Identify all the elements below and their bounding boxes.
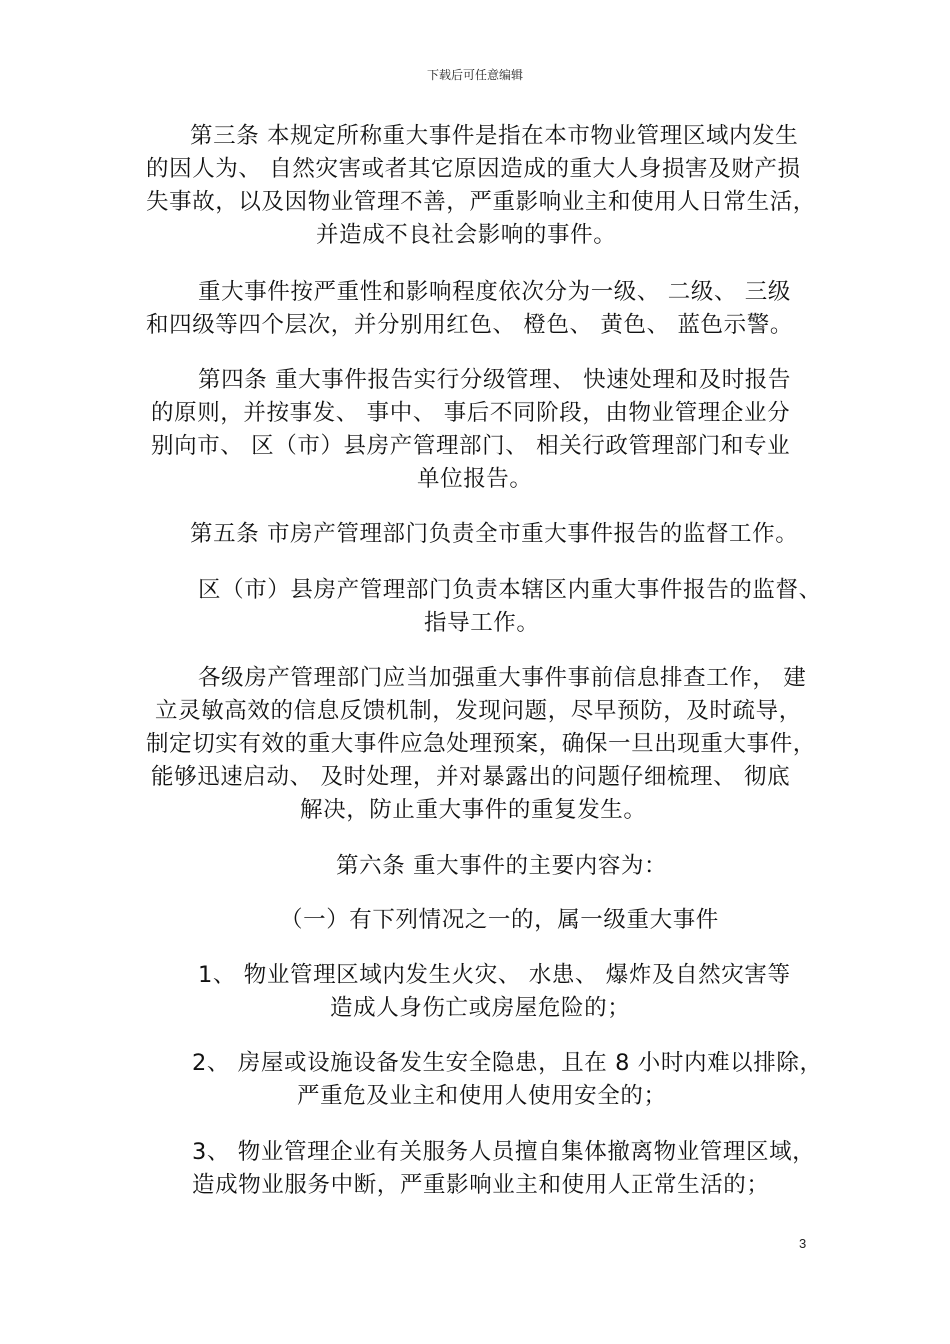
article-4-line-4: 单位报告。 — [417, 466, 533, 492]
article-5-line-1: 第五条 市房产管理部门负责全市重大事件报告的监督工作。 — [190, 521, 799, 547]
article-3-line-2: 的因人为、 自然灾害或者其它原因造成的重大人身损害及财产损 — [146, 156, 801, 182]
district-line-2: 指导工作。 — [424, 610, 540, 636]
article-4-line-2: 的原则，并按事发、 事中、 事后不同阶段，由物业管理企业分 — [151, 400, 791, 426]
item-3-line-1: 3、 物业管理企业有关服务人员擅自集体撤离物业管理区域， — [192, 1139, 816, 1165]
item-1-line-1: 1、 物业管理区域内发生火灾、 水患、 爆炸及自然灾害等 — [198, 962, 791, 988]
departments-line-3: 制定切实有效的重大事件应急处理预案，确保一旦出现重大事件， — [146, 731, 816, 757]
article-3-line-3: 失事故，以及因物业管理不善，严重影响业主和使用人日常生活， — [146, 189, 816, 215]
departments-line-4: 能够迅速启动、 及时处理，并对暴露出的问题仔细梳理、 彻底 — [151, 764, 791, 790]
level-one-heading: （一）有下列情况之一的，属一级重大事件 — [280, 907, 719, 933]
levels-line-2: 和四级等四个层次，并分别用红色、 橙色、 黄色、 蓝色示警。 — [146, 312, 793, 338]
item-2-line-2: 严重危及业主和使用人使用安全的； — [297, 1083, 667, 1109]
article-3-line-4: 并造成不良社会影响的事件。 — [316, 222, 617, 248]
departments-line-5: 解决，防止重大事件的重复发生。 — [300, 797, 647, 823]
item-3-line-2: 造成物业服务中断，严重影响业主和使用人正常生活的； — [192, 1172, 770, 1198]
article-3-line-1: 第三条 本规定所称重大事件是指在本市物业管理区域内发生 — [190, 123, 799, 149]
item-2-line-1: 2、 房屋或设施设备发生安全隐患，且在 8 小时内难以排除， — [192, 1050, 823, 1076]
departments-line-1: 各级房产管理部门应当加强重大事件事前信息排查工作， 建 — [198, 665, 807, 691]
district-line-1: 区（市）县房产管理部门负责本辖区内重大事件报告的监督、 — [198, 577, 822, 603]
article-4-line-3: 别向市、 区（市）县房产管理部门、 相关行政管理部门和专业 — [151, 433, 791, 459]
article-4-line-1: 第四条 重大事件报告实行分级管理、 快速处理和及时报告 — [198, 367, 792, 393]
article-6-line-1: 第六条 重大事件的主要内容为： — [336, 853, 668, 879]
levels-line-1: 重大事件按严重性和影响程度依次分为一级、 二级、 三级 — [198, 279, 792, 305]
departments-line-2: 立灵敏高效的信息反馈机制，发现问题，尽早预防，及时疏导， — [155, 698, 802, 724]
item-1-line-2: 造成人身伤亡或房屋危险的； — [330, 995, 631, 1021]
page-number: 3 — [799, 1236, 807, 1251]
page-header-note: 下载后可任意编辑 — [426, 68, 523, 82]
